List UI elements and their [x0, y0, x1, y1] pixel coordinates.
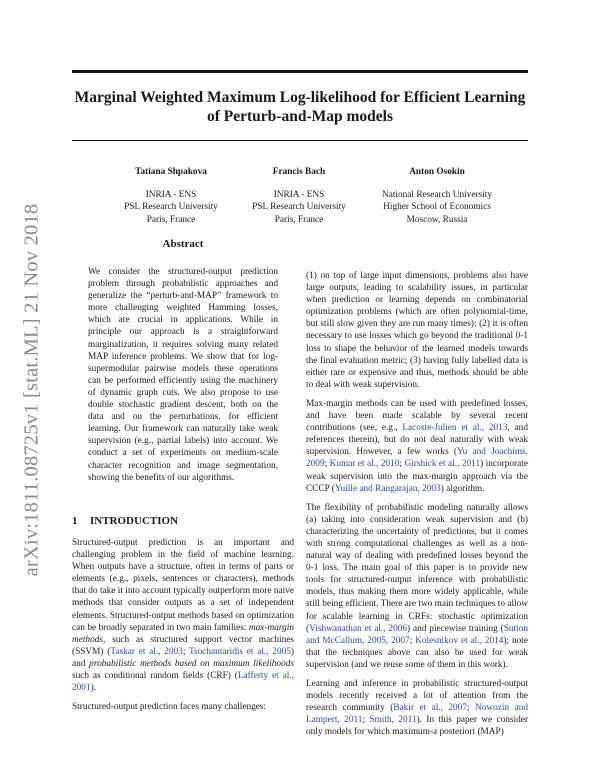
- citation-link[interactable]: Nowozin and Lampert, 2011: [306, 703, 528, 726]
- text-run: such as conditional random fields (CRF) (: [72, 671, 238, 682]
- title-rule-bottom: [72, 140, 528, 141]
- author-affiliation: PSL Research University: [124, 202, 218, 212]
- title-rule-top: [72, 70, 528, 73]
- citation-link[interactable]: Taskar et al., 2003: [110, 646, 183, 657]
- abstract-text: We consider the structured-output prediction problem through probabilistic approaches and generalize the “perturb-and-MAP” framework to more challenging weighted Hamming losses, which are crucial in applications. While in principle our approach is a straightforward marginalization, it requires solving many related MAP inference problems. We show that for log-supermodular pairwise models these operations can be performed efficiently using the machinery of dynamic graph cuts. We also propose to use double stochastic gradient descent, both on the data and on the perturbations, for efficient learning. Our framework can naturally take weak supervision (e.g., partial labels) into account. We conduct a set of experiments on medium-scale character recognition and image segmentation, showing the benefits of our algorithms.: [88, 267, 278, 483]
- citation-link[interactable]: Lafferty et al., 2001: [72, 671, 294, 694]
- author-affiliation: INRIA - ENS: [273, 189, 325, 200]
- citation-link[interactable]: Sutton and McCallum, 2005, 2007: [306, 623, 529, 646]
- text-run: ) algorithm.: [440, 483, 485, 494]
- right-paragraph-3: [306, 502, 528, 671]
- right-paragraph-4: [306, 678, 528, 738]
- citation-link[interactable]: Smith, 2011: [369, 715, 417, 726]
- text-run: , such as structured support vector machines (SSVM) (: [72, 634, 294, 657]
- text-run: ); note that the techniques above can also be used for weak supervision (and we reuse some of them in this work).: [306, 635, 528, 670]
- right-paragraph-2: [306, 398, 528, 495]
- text-run: The flexibility of probabilistic modeling naturally allows (a) taking into consideration weak supervision and (b) characterizing the uncertainty of predictions, but it comes with strong computational challenges as well as a non-natural way of dealing with predefined losses beyond the 0-1 loss. The main goal of this paper is to provide new tools for structured-output inference with probabilistic models, thus making them more widely applicable, while still being efficient. There are two main techniques to allow for scalable learning in CRFs: stochastic optimization (: [306, 502, 528, 634]
- text-run: ;: [409, 635, 416, 646]
- paper-title: Marginal Weighted Maximum Log-likelihood for Efficient Learning of Perturb-and-Map models: [74, 89, 526, 125]
- text-run: ;: [466, 703, 476, 714]
- section-number: 1: [72, 515, 78, 527]
- author-location: Paris, France: [146, 214, 196, 225]
- citation-link[interactable]: Tsochantaridis et al., 2005: [188, 646, 291, 657]
- right-paragraph-1: (1) on top of large input dimensions, problems also have large outputs, leading to scalability issues, in particular when prediction or learning depends on combinatorial optimization problems (which are often polynomial-time, but still slow given they are run many times); (2) it is often necessary to use losses which go beyond the traditional 0-1 loss to shape the behavior of the learned models towards the final evaluation metric; (3) having fully labelled data is either rare or expensive and thus, methods should be able to deal with weak supervision.: [306, 271, 528, 390]
- author-name: Anton Osokin: [409, 167, 465, 177]
- citation-link[interactable]: Bakir et al., 2007: [393, 703, 467, 714]
- author-name: Francis Bach: [272, 167, 326, 177]
- text-run: ). In this paper we consider only models for which maximum-a posteriori (MAP): [306, 715, 528, 738]
- text-run: ;: [182, 646, 189, 657]
- author-affiliation: Higher School of Economics: [383, 202, 491, 212]
- citation-link[interactable]: Kumar et al., 2010: [329, 459, 400, 470]
- text-run: ) and piecewise training (: [407, 623, 504, 634]
- author-name: Tatiana Shpakova: [135, 167, 207, 177]
- author-location: Moscow, Russia: [406, 214, 468, 225]
- emphasis: probabilistic methods based on maximum likelihoods: [89, 658, 294, 669]
- citation-link[interactable]: Vishwanathan et al., 2006: [309, 623, 408, 634]
- arxiv-watermark: arXiv:1811.08725v1 [stat.ML] 21 Nov 2018: [20, 203, 43, 577]
- text-run: ) incorporate weak supervision into the max-margin approach via the CCCP (: [306, 459, 528, 494]
- intro-paragraph-1: [72, 537, 294, 694]
- author-location: Paris, France: [274, 214, 324, 225]
- section-title: INTRODUCTION: [90, 515, 179, 527]
- text-run: ;: [399, 459, 405, 470]
- text-run: ).: [90, 683, 97, 694]
- citation-link[interactable]: Girshick et al., 2011: [404, 459, 481, 470]
- emphasis: max-margin methods: [72, 622, 294, 645]
- section-heading: [72, 515, 178, 527]
- right-column: [306, 270, 528, 745]
- text-run: ;: [324, 459, 330, 470]
- author-affiliation: PSL Research University: [252, 202, 346, 212]
- text-run: Structured-output prediction is an important and challenging problem in the field of machine learning. When outputs have a structure, often in terms of parts or elements (e.g., pixels, sentences or characters), methods that do take it into account typically outperform more naive methods that consider outputs as a set of independent elements. Structured-output methods based on optimization can be broadly separated in two main families:: [72, 538, 294, 633]
- author-affiliation: National Research University: [382, 189, 492, 200]
- text-run: , and references therein), but do not deal naturally with weak supervision. However, a few works (: [306, 423, 528, 458]
- text-run: ;: [362, 715, 370, 726]
- text-run: Learning and inference in probabilistic structured-output models recently received a lot of attention from the research community (: [306, 679, 528, 714]
- citation-link[interactable]: Yuille and Rangarajan, 2003: [334, 483, 441, 494]
- abstract-heading: Abstract: [162, 238, 204, 250]
- citation-link[interactable]: Lacoste-Julien et al., 2013: [402, 423, 508, 434]
- intro-paragraph-2: Structured-output prediction faces many challenges:: [72, 702, 267, 713]
- citation-link[interactable]: Yu and Joachims, 2009: [306, 447, 528, 470]
- author-block-3: [352, 166, 522, 226]
- text-run: ) and: [72, 646, 294, 669]
- citation-link[interactable]: Kolesnikov et al., 2014: [415, 635, 504, 646]
- text-run: Max-margin methods can be used with predefined losses, and have been made scalable by several recent contributions (see, e.g.,: [306, 398, 528, 434]
- intro-column: [72, 537, 294, 720]
- author-affiliation: INRIA - ENS: [145, 189, 197, 200]
